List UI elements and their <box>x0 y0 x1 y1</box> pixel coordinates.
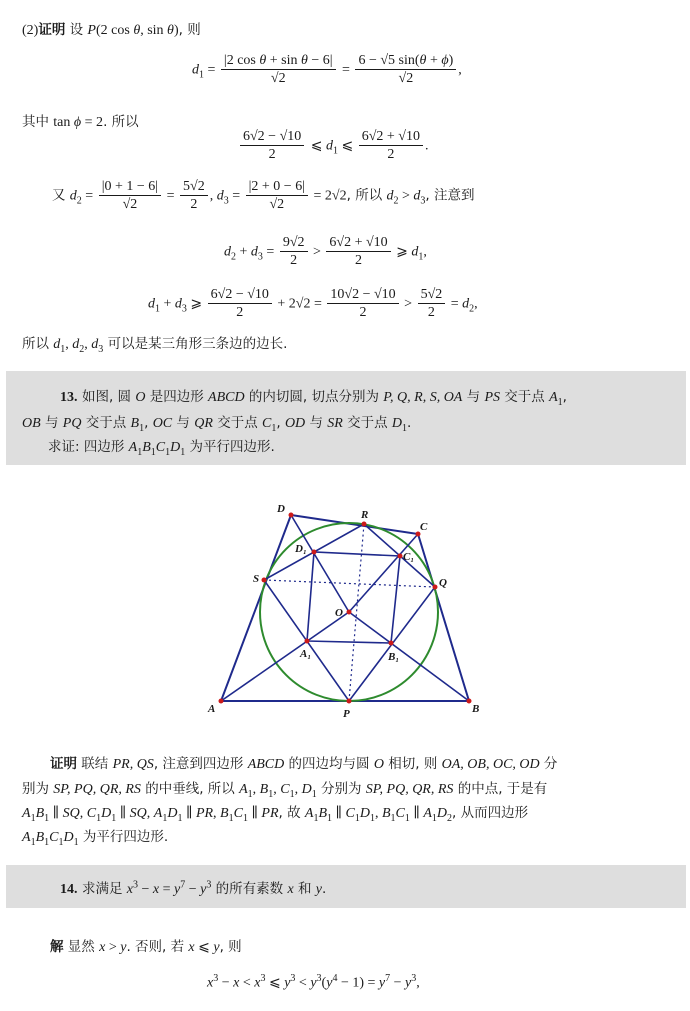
point-d <box>289 513 294 518</box>
point-q <box>433 585 438 590</box>
label-b1: B₁ <box>388 651 400 663</box>
line-proof-2-intro: (2)证明 设 P(2 cos θ, sin θ), 则 <box>22 22 201 38</box>
point-s <box>262 578 267 583</box>
point-a1 <box>305 639 310 644</box>
solution-14-line1: 解 显然 x > y. 否则, 若 x ⩽ y, 则 <box>50 939 242 955</box>
label-d1: D₁ <box>295 543 307 555</box>
point-c1 <box>398 554 403 559</box>
point-a <box>219 699 224 704</box>
formula-sum-2: $d_1 + d_3$ ⩾ $\frac{6√2 - √10}{2}$ + 2√2 = $\frac{10√2 - √10}{2}$ > $\frac{5√2}{2}$ = $d_2$, <box>148 287 478 320</box>
point-b1 <box>389 641 394 646</box>
label-s: S <box>253 573 260 585</box>
label-c1: C₁ <box>403 551 415 563</box>
label-p: P <box>343 708 350 720</box>
solution-14-line2: $x^3 - x < x^3$ ⩽ $y^3 < y^3(y^4 - 1) = y^7 - y^3$, <box>207 973 420 991</box>
segment-od <box>291 515 349 612</box>
formula-d1: $d_1$ = $\frac{\text{|2 cos θ + sin θ − 6|}}{√2}$ = $\frac{6 - √5 \sin(\theta + \phi)}{√2}$ , <box>192 53 462 86</box>
problem-13-line2: OB 与 PQ 交于点 $B_1$, OC 与 QR 交于点 $C_1$, OD 与 SR 交于点 $D_1$. <box>22 415 412 434</box>
formula-d2-d3: 又 $d_2$ = $\frac{|0 + 1 - 6|}{√2}$ = $\frac{5√2}{2}$ , $d_3$ = $\frac{|2 + 0 - 6|}{√2}$ = 2√2, 所以 $d_2 > d_3$, 注意到 <box>52 179 475 212</box>
formula-d1-range: $\frac{6√2 - √10}{2}$ ⩽ $d_1$ ⩽ $\frac{6√2 + √10}{2}$ . <box>238 128 428 163</box>
point-p <box>347 699 352 704</box>
proof-13-line3: $A_1B_1$ ∥ SQ, $C_1D_1$ ∥ SQ, $A_1D_1$ ∥ PR, $B_1C_1$ ∥ PR, 故 $A_1B_1$ ∥ $C_1D_1$, $B_1C_1$ ∥ $A_1D_2$, 从而四边形 <box>22 805 529 824</box>
label-a: A <box>208 703 216 715</box>
segment-ob <box>349 612 469 701</box>
proof-13-line4: $A_1B_1C_1D_1$ 为平行四边形. <box>22 829 169 848</box>
label-o: O <box>335 607 343 619</box>
proof-13-line1: 证明 联结 PR, QS, 注意到四边形 ABCD 的四边均与圆 O 相切, 则 OA, OB, OC, OD 分 <box>50 756 558 772</box>
label-b: B <box>472 703 480 715</box>
problem-13-line3: 求证: 四边形 $A_1B_1C_1D_1$ 为平行四边形. <box>48 439 275 458</box>
point-d1 <box>312 550 317 555</box>
formula-sum-1: $d_2 + d_3$ = $\frac{9√2}{2}$ > $\frac{6√2 + √10}{2}$ ⩾ $d_1$, <box>224 235 427 268</box>
segment-oa <box>221 612 349 701</box>
proof-13-line2: 别为 SP, PQ, QR, RS 的中垂线, 所以 $A_1$, $B_1$, $C_1$, $D_1$ 分别为 SP, PQ, QR, RS 的中点, 于是有 <box>22 781 548 800</box>
problem-14-text: 14. 求满足 $x^3 - x = y^7 - y^3$ 的所有素数 x 和 y. <box>60 879 327 897</box>
label-a1: A₁ <box>300 648 312 660</box>
problem-13-line1: 13. 如图, 圆 O 是四边形 ABCD 的内切圆, 切点分别为 P, Q, R, S, OA 与 PS 交于点 $A_1$, <box>60 389 567 408</box>
line-tan-phi: 其中 tan ϕ = 2. 所以 <box>22 114 139 130</box>
line-conclusion: 所以 $d_1$, $d_2$, $d_3$ 可以是某三角形三条边的边长. <box>22 336 288 355</box>
point-o <box>347 610 352 615</box>
geometry-figure <box>200 495 500 725</box>
label-c: C <box>420 521 428 533</box>
label-q: Q <box>439 577 447 589</box>
point-b <box>467 699 472 704</box>
point-r <box>362 522 367 527</box>
label-d: D <box>277 503 285 515</box>
dashed-sq <box>264 580 435 587</box>
label-r: R <box>361 509 369 521</box>
segment-oc <box>349 534 418 612</box>
